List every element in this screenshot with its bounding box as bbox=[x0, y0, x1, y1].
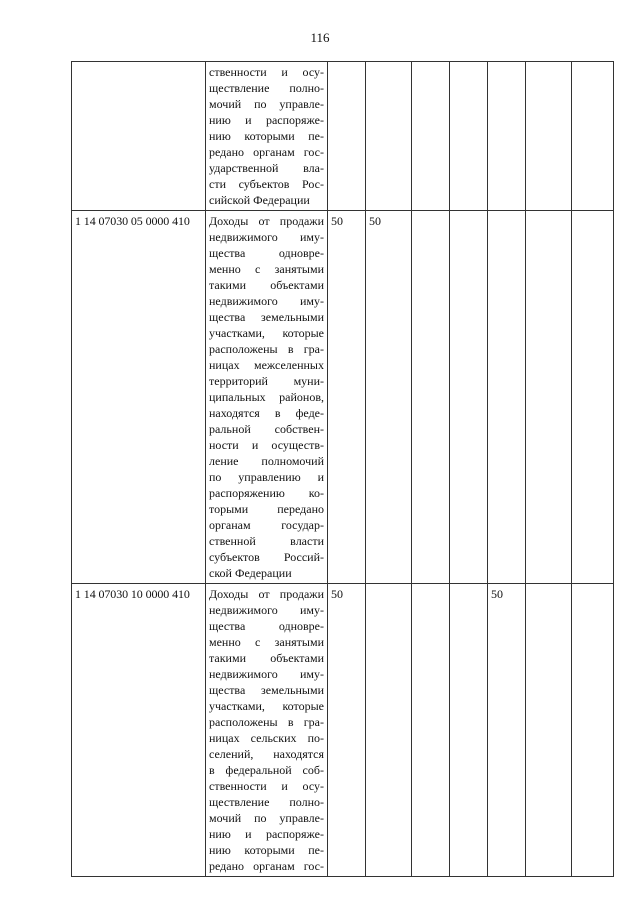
revenue-description-cell bbox=[206, 211, 328, 584]
amount-cell bbox=[526, 62, 572, 211]
table-row bbox=[72, 62, 614, 211]
table-body bbox=[72, 62, 614, 877]
description-line: Доходы от продажи bbox=[209, 587, 324, 601]
description-line: щества земельными bbox=[209, 683, 324, 697]
description-line: по управлению и bbox=[209, 470, 324, 484]
amount-cell bbox=[412, 584, 450, 877]
amount-cell bbox=[488, 62, 526, 211]
description-line: ности и осуществ- bbox=[209, 438, 324, 452]
description-line: менно с занятыми bbox=[209, 262, 324, 276]
amount-cell: 50 bbox=[366, 211, 412, 584]
amount-cell bbox=[488, 211, 526, 584]
revenue-code-cell bbox=[72, 62, 206, 211]
amount-cell: 50 bbox=[328, 584, 366, 877]
description-line: щества земельными bbox=[209, 310, 324, 324]
description-line: нию и распоряже- bbox=[209, 113, 324, 127]
description-line: недвижимого иму- bbox=[209, 294, 324, 308]
description-line: ударственной вла- bbox=[209, 161, 324, 175]
description-line: мочий по управле- bbox=[209, 97, 324, 111]
description-line: такими объектами bbox=[209, 278, 324, 292]
table-row bbox=[72, 211, 614, 584]
description-line: нию которыми пе- bbox=[209, 843, 324, 857]
description-line: расположены в гра- bbox=[209, 342, 324, 356]
description-line: органам государ- bbox=[209, 518, 324, 532]
description-line: сийской Федерации bbox=[209, 193, 310, 207]
amount-cell bbox=[450, 62, 488, 211]
description-line: торыми передано bbox=[209, 502, 324, 516]
description-line: в федеральной соб- bbox=[209, 763, 324, 777]
amount-cell bbox=[412, 62, 450, 211]
amount-cell bbox=[572, 211, 614, 584]
description-line: ществление полно- bbox=[209, 795, 324, 809]
description-line: щества одновре- bbox=[209, 619, 324, 633]
amount-cell bbox=[328, 62, 366, 211]
description-line: ственности и осу- bbox=[209, 779, 324, 793]
amount-cell bbox=[366, 62, 412, 211]
description-line: селений, находятся bbox=[209, 747, 324, 761]
description-line: недвижимого иму- bbox=[209, 603, 324, 617]
description-line: распоряжению ко- bbox=[209, 486, 324, 500]
description-line: сти субъектов Рос- bbox=[209, 177, 324, 191]
description-line: участками, которые bbox=[209, 699, 324, 713]
description-line: мочий по управле- bbox=[209, 811, 324, 825]
description-line: находятся в феде- bbox=[209, 406, 324, 420]
description-line: ственности и осу- bbox=[209, 65, 324, 79]
amount-cell: 50 bbox=[328, 211, 366, 584]
description-line: ральной собствен- bbox=[209, 422, 324, 436]
description-line: ской Федерации bbox=[209, 566, 292, 580]
description-line: ципальных районов, bbox=[209, 390, 324, 404]
revenue-code-cell: 1 14 07030 05 0000 410 bbox=[72, 211, 206, 584]
description-line: ственной власти bbox=[209, 534, 324, 548]
amount-cell bbox=[412, 211, 450, 584]
description-line: участками, которые bbox=[209, 326, 324, 340]
amount-cell bbox=[366, 584, 412, 877]
description-line: менно с занятыми bbox=[209, 635, 324, 649]
description-line: редано органам гос- bbox=[209, 145, 324, 159]
amount-cell bbox=[450, 584, 488, 877]
description-line: территорий муни- bbox=[209, 374, 324, 388]
description-line: щества одновре- bbox=[209, 246, 324, 260]
description-line: нию и распоряже- bbox=[209, 827, 324, 841]
revenue-description-cell bbox=[206, 62, 328, 211]
amount-cell bbox=[572, 62, 614, 211]
description-line: нию которыми пе- bbox=[209, 129, 324, 143]
revenue-code-cell: 1 14 07030 10 0000 410 bbox=[72, 584, 206, 877]
description-line: субъектов Россий- bbox=[209, 550, 324, 564]
description-line: редано органам гос- bbox=[209, 859, 324, 873]
table-row bbox=[72, 584, 614, 877]
description-line: такими объектами bbox=[209, 651, 324, 665]
page-number: 116 bbox=[310, 30, 330, 45]
description-line: ществление полно- bbox=[209, 81, 324, 95]
description-line: Доходы от продажи bbox=[209, 214, 324, 228]
description-line: ницах межселенных bbox=[209, 358, 324, 372]
amount-cell bbox=[450, 211, 488, 584]
description-line: недвижимого иму- bbox=[209, 230, 324, 244]
amount-cell bbox=[572, 584, 614, 877]
amount-cell: 50 bbox=[488, 584, 526, 877]
revenue-description-cell bbox=[206, 584, 328, 877]
description-line: ницах сельских по- bbox=[209, 731, 324, 745]
description-line: ление полномочий bbox=[209, 454, 324, 468]
amount-cell bbox=[526, 211, 572, 584]
budget-table bbox=[71, 61, 614, 877]
description-line: недвижимого иму- bbox=[209, 667, 324, 681]
amount-cell bbox=[526, 584, 572, 877]
description-line: расположены в гра- bbox=[209, 715, 324, 729]
